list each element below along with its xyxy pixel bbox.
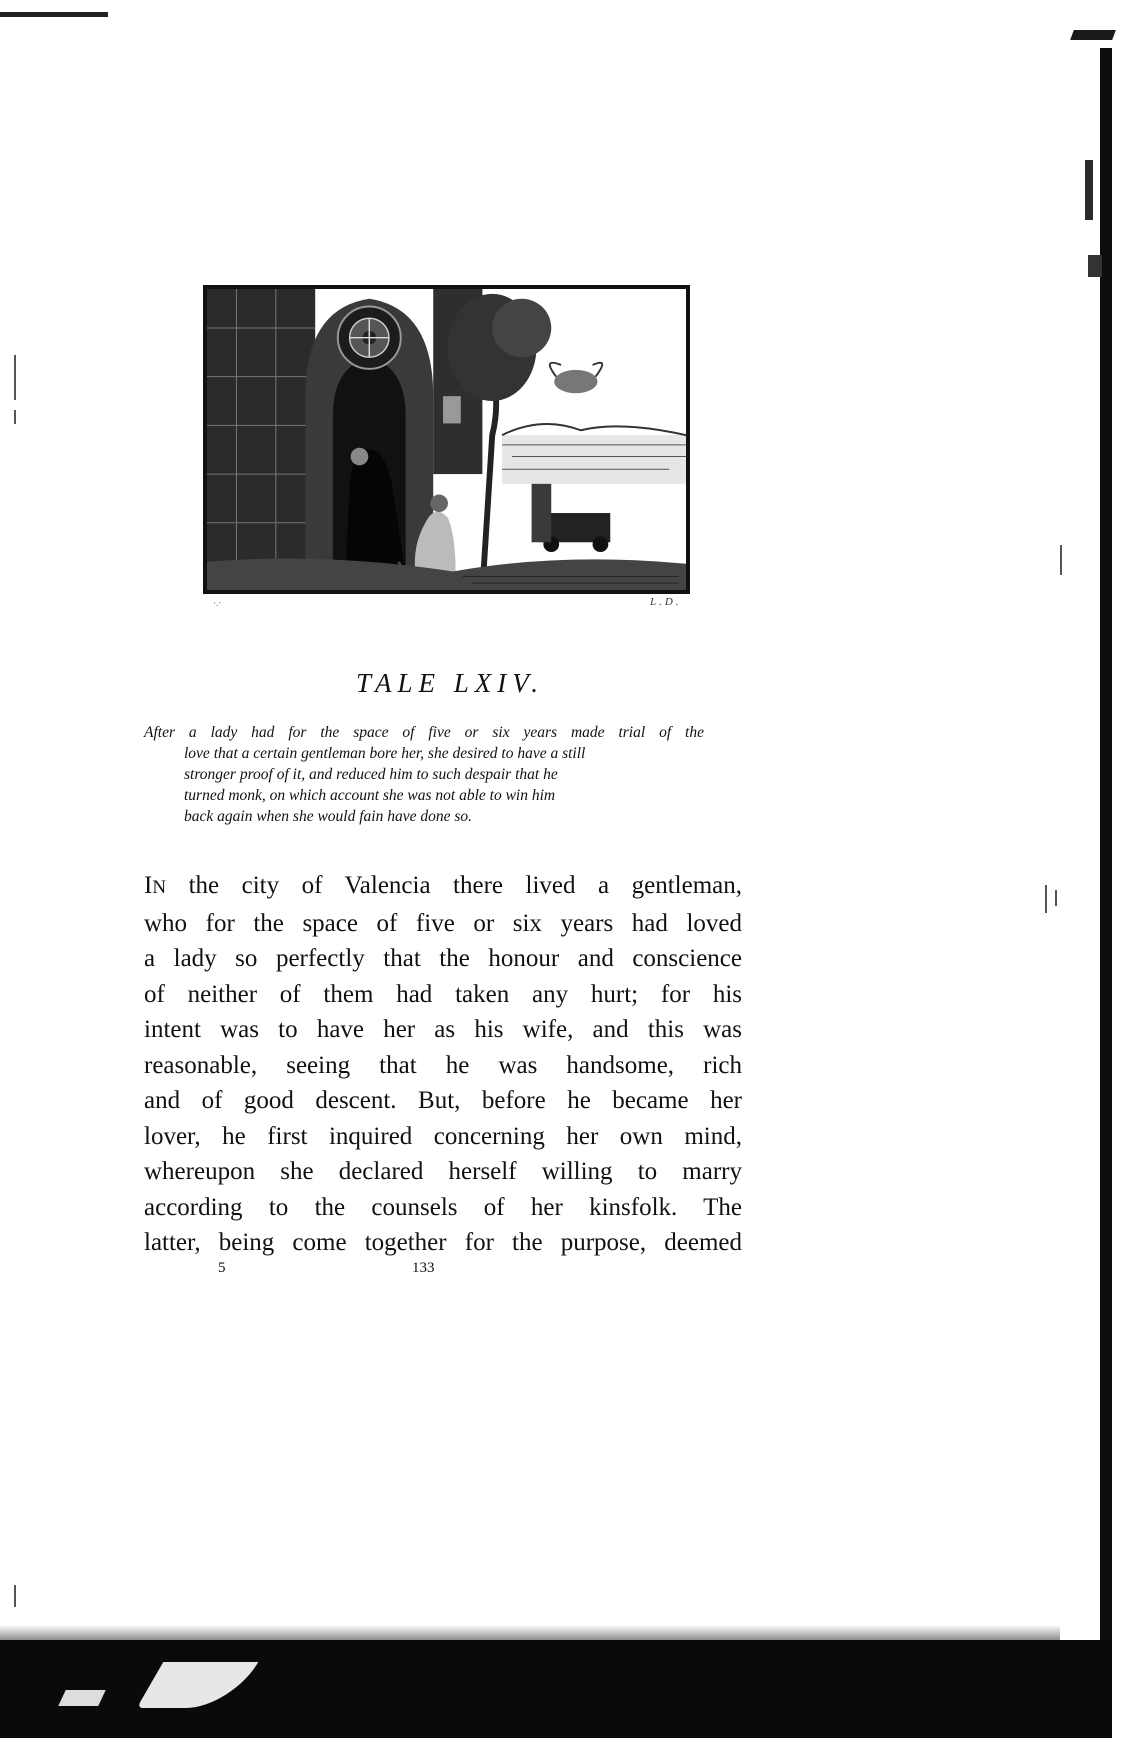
- scan-speck: [1060, 545, 1062, 575]
- scan-speck: [14, 1585, 16, 1607]
- scan-blot: [58, 1690, 105, 1706]
- dropcap: I: [144, 872, 153, 899]
- body-line: [144, 868, 742, 906]
- body-line: lover, he first inquired concerning her own mind,: [144, 1122, 742, 1150]
- scan-speck: [1085, 160, 1093, 220]
- chapter-illustration: [203, 285, 690, 594]
- summary-line: back again when she would fain have done so.: [184, 808, 472, 825]
- summary-line: love that a certain gentleman bore her, she desired to have a still: [184, 745, 586, 762]
- page-number: 133: [412, 1260, 435, 1276]
- tale-summary: [144, 722, 744, 827]
- scan-edge-mark: [1070, 30, 1116, 40]
- summary-line: After a lady had for the space of five or six years made trial of the: [144, 724, 704, 741]
- body-line: who for the space of five or six years had loved: [144, 909, 742, 937]
- body-line: of neither of them had taken any hurt; for his: [144, 980, 742, 1008]
- illustration-caption-mark: ·.·: [213, 598, 222, 608]
- body-line: intent was to have her as his wife, and this was: [144, 1016, 742, 1043]
- scan-speck: [1055, 890, 1057, 906]
- body-line: latter, being come together for the purpose, deemed: [144, 1229, 742, 1256]
- summary-line: stronger proof of it, and reduced him to such despair that he: [184, 766, 558, 783]
- scan-speck: [14, 355, 16, 400]
- illustrator-monogram: L.D.: [650, 596, 682, 608]
- page-title: TALE LXIV.: [355, 668, 545, 698]
- body-paragraph: [144, 868, 742, 1261]
- scan-edge-mark: [0, 12, 108, 17]
- body-line: whereupon she declared herself willing to marry: [144, 1158, 742, 1185]
- body-line: reasonable, seeing that he was handsome, rich: [144, 1051, 742, 1079]
- scan-speck: [1045, 885, 1047, 913]
- first-line-text: the city of Valencia there lived a gentleman,: [166, 872, 742, 899]
- scan-speck: [14, 410, 16, 424]
- engraving-icon: [207, 289, 686, 590]
- body-line: according to the counsels of her kinsfolk. The: [144, 1193, 742, 1221]
- scan-speck: [1088, 255, 1102, 277]
- signature-mark: 5: [218, 1260, 226, 1276]
- dropcap-rest: N: [152, 877, 167, 898]
- summary-line: turned monk, on which account she was not able to win him: [184, 787, 556, 804]
- body-line: a lady so perfectly that the honour and conscience: [144, 945, 742, 972]
- body-line: and of good descent. But, before he became her: [144, 1087, 742, 1114]
- scan-edge-shadow: [1100, 48, 1112, 1738]
